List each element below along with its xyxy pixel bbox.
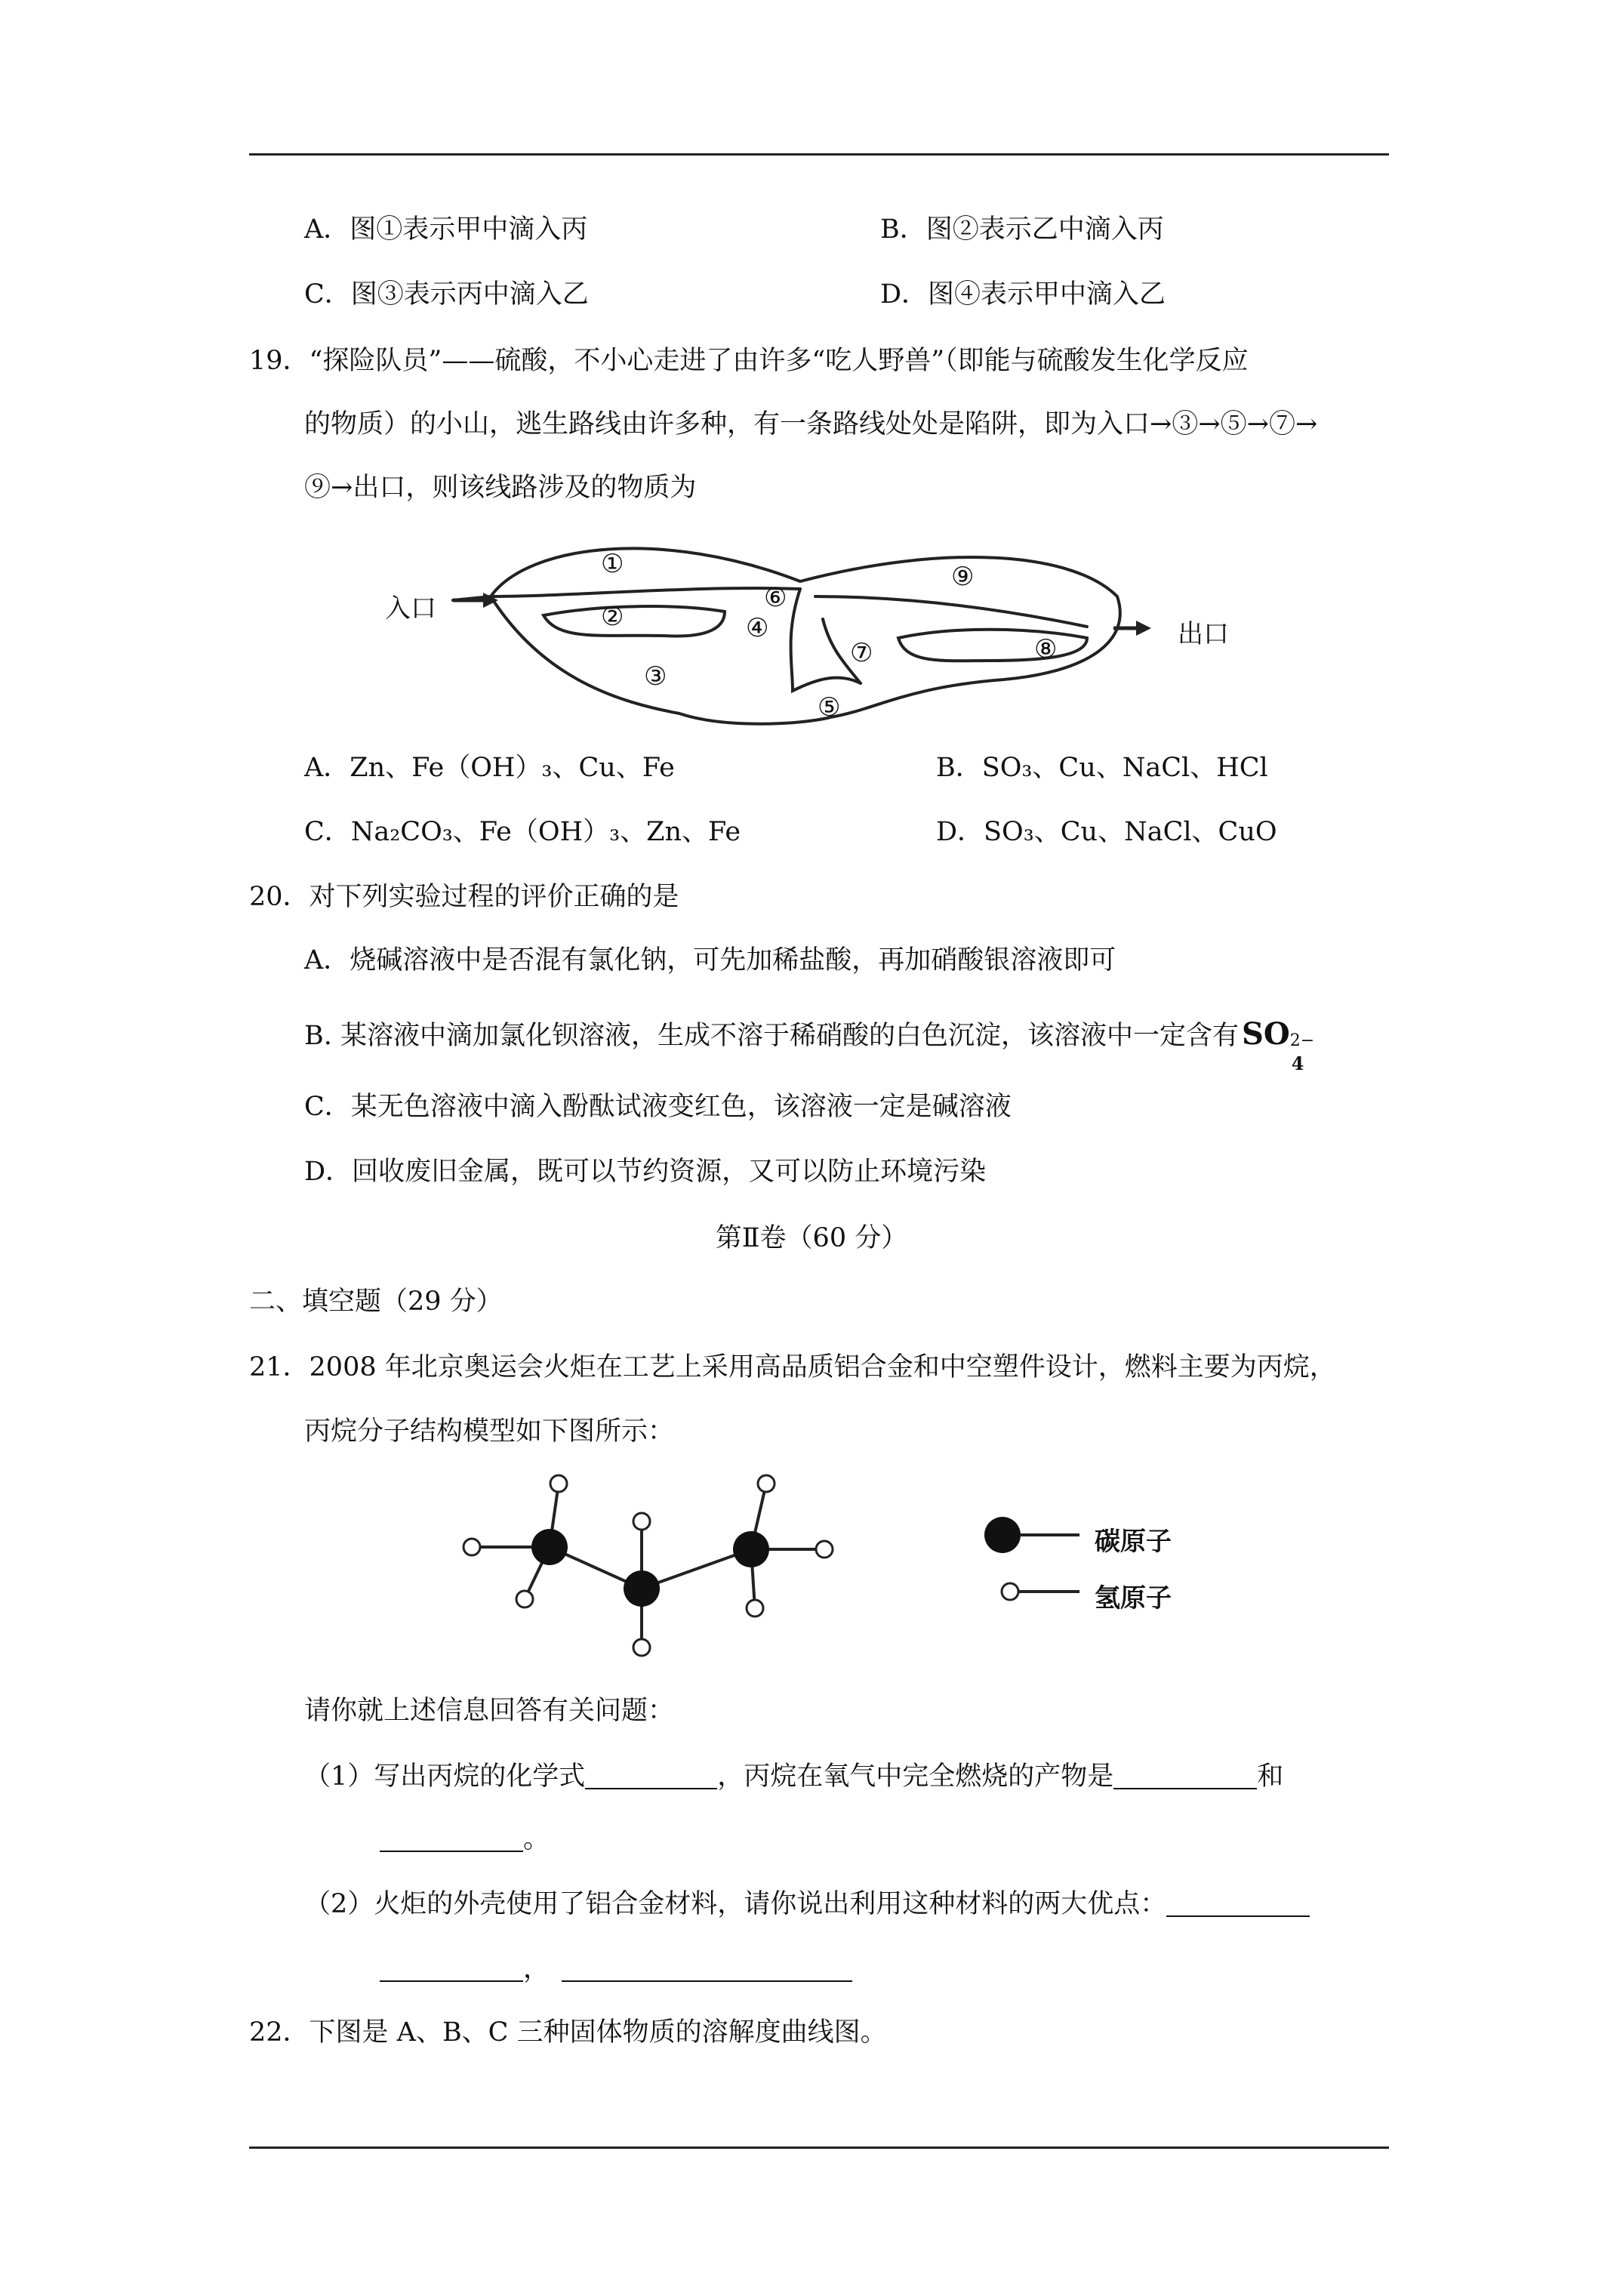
q18-option-c: C．图③表示丙中滴入乙 — [304, 279, 589, 310]
part2-title: 第Ⅱ卷（60 分） — [715, 1223, 908, 1253]
q19-option-a: A．Zn、Fe（OH）₃、Cu、Fe — [304, 753, 675, 783]
legend-carbon-label: 碳原子 — [1095, 1527, 1172, 1557]
q21-sub1: （1）写出丙烷的化学式 ，丙烷在氧气中完全燃烧的产物是 和 — [304, 1761, 1284, 1792]
advantage-blank-2[interactable] — [562, 1953, 852, 1982]
q20-option-d: D．回收废旧金属，既可以节约资源，又可以防止环境污染 — [304, 1157, 987, 1187]
maze-exit-label: 出口 — [1178, 619, 1229, 649]
maze-entrance-label: 入口 — [385, 593, 436, 624]
q18-option-b: B．图②表示乙中滴入丙 — [880, 214, 1164, 245]
q20-option-c: C．某无色溶液中滴入酚酞试液变红色，该溶液一定是碱溶液 — [304, 1092, 1012, 1122]
maze-node-1: ① — [601, 549, 624, 579]
q22-stem: 22．下图是 A、B、C 三种固体物质的溶解度曲线图。 — [249, 2017, 887, 2048]
maze-node-8: ⑧ — [1034, 634, 1058, 664]
maze-node-2: ② — [601, 602, 624, 632]
q21-stem-line1: 21．2008 年北京奥运会火炬在工艺上采用高品质铝合金和中空塑件设计，燃料主要为丙烷， — [249, 1352, 1336, 1382]
advantage-blank-1b[interactable] — [380, 1953, 523, 1982]
maze-node-5: ⑤ — [818, 692, 841, 723]
q19-stem-line1: 19．“探险队员”——硫酸，不小心走进了由许多“吃人野兽”（即能与硫酸发生化学反应 — [249, 346, 1249, 376]
maze-node-9: ⑨ — [951, 562, 975, 592]
maze-node-4: ④ — [746, 613, 769, 643]
molecule-legend — [984, 1517, 1079, 1600]
q20-option-a: A．烧碱溶液中是否混有氯化钠，可先加稀盐酸，再加硝酸银溶液即可 — [304, 945, 1116, 975]
maze-node-6: ⑥ — [764, 583, 787, 613]
sulfate-ion: SO 2− 4 — [1241, 1016, 1315, 1074]
formula-blank[interactable] — [585, 1761, 717, 1789]
advantage-blank-1a[interactable] — [1166, 1888, 1310, 1917]
q21-prompt: 请你就上述信息回答有关问题： — [304, 1696, 675, 1726]
maze-node-3: ③ — [644, 661, 667, 692]
q19-option-b: B．SO₃、Cu、NaCl、HCl — [936, 753, 1268, 783]
q20-option-b: B. 某溶液中滴加氯化钡溶液，生成不溶于稀硝酸的白色沉淀，该溶液中一定含有 — [304, 1021, 1239, 1051]
product-blank-2[interactable] — [380, 1823, 523, 1852]
q19-stem-line3: ⑨→出口，则该线路涉及的物质为 — [304, 473, 697, 503]
q19-option-d: D．SO₃、Cu、NaCl、CuO — [936, 817, 1277, 847]
product-blank-1[interactable] — [1113, 1761, 1257, 1789]
footer-rule — [249, 2147, 1389, 2149]
q21-sub1-cont: 。 — [380, 1823, 550, 1856]
maze-node-7: ⑦ — [850, 638, 873, 668]
q19-option-c: C．Na₂CO₃、Fe（OH）₃、Zn、Fe — [304, 817, 741, 847]
q20-stem: 20．对下列实验过程的评价正确的是 — [249, 882, 679, 912]
q18-option-a: A．图①表示甲中滴入丙 — [304, 214, 588, 245]
q21-stem-line2: 丙烷分子结构模型如下图所示： — [304, 1416, 675, 1447]
q18-option-d: D．图④表示甲中滴入乙 — [880, 279, 1166, 310]
q21-sub2: （2）火炬的外壳使用了铝合金材料，请你说出利用这种材料的两大优点： — [304, 1888, 1310, 1921]
q21-sub2-cont: ， — [380, 1952, 852, 1986]
q19-stem-line2: 的物质）的小山，逃生路线由许多种，有一条路线处处是陷阱，即为入口→③→⑤→⑦→ — [304, 409, 1318, 439]
section2-title: 二、填空题（29 分） — [249, 1287, 503, 1317]
legend-hydrogen-label: 氢原子 — [1095, 1583, 1172, 1613]
